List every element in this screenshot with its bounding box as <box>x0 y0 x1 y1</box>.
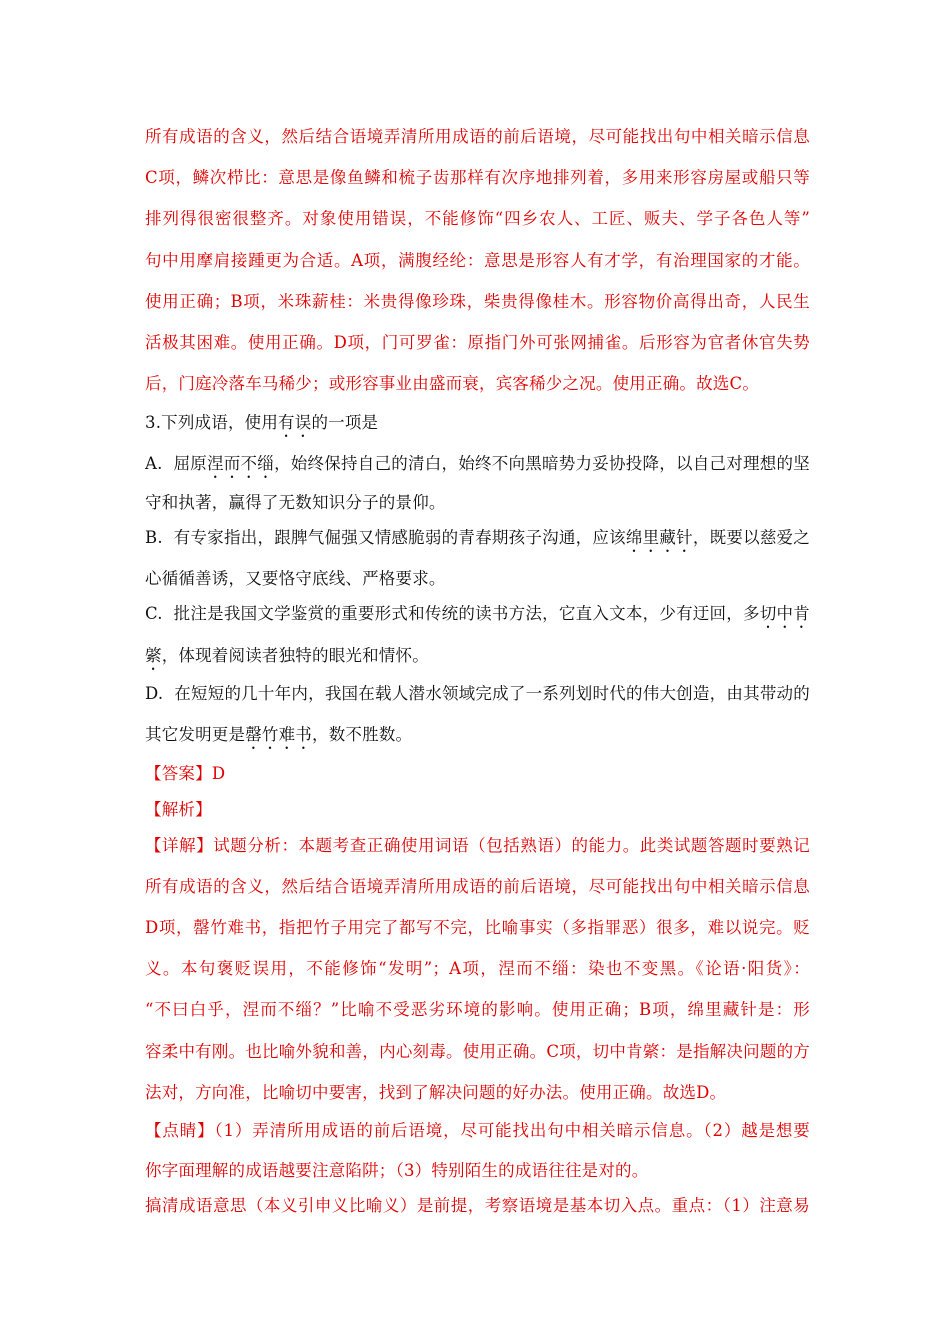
idiom-emphasis: 切中肯 <box>759 604 810 623</box>
idiom-emphasis: 绵里藏针 <box>625 528 693 547</box>
tip-line: 你字面理解的成语越要注意陷阱；（3）特别陌生的成语往往是对的。 <box>145 1161 649 1180</box>
tip-line: 搞清成语意思（本义引申义比喻义）是前提，考察语境是基本切入点。重点：（1）注意易 <box>145 1196 810 1215</box>
idiom-emphasis: 涅而不缁 <box>207 454 275 473</box>
answer-value: D <box>211 764 226 783</box>
analysis-line: 使用正确；B项，米珠薪桂：米贵得像珍珠，柴贵得像桂木。形容物价高得出奇，人民生 <box>145 292 810 311</box>
detail-line: 所有成语的含义，然后结合语境弄清所用成语的前后语境，尽可能找出句中相关暗示信息 <box>145 877 810 896</box>
analysis-line: 活极其困难。使用正确。D项，门可罗雀：原指门外可张网捕雀。后形容为官者休官失势 <box>145 333 810 352</box>
option-c-line2: 綮，体现着阅读者独特的眼光和情怀。 <box>145 646 429 665</box>
option-b: B. 有专家指出，跟脾气倔强又情感脆弱的青春期孩子沟通，应该绵里藏针，既要以慈爱之 <box>145 528 810 547</box>
detail-line: D项，罄竹难书，指把竹子用完了都写不完，比喻事实（多指罪恶）很多，难以说完。贬 <box>145 918 810 937</box>
analysis-line: 后，门庭冷落车马稀少；或形容事业由盛而衰，宾客稀少之况。使用正确。故选C。 <box>145 374 760 393</box>
detail-line: 【详解】试题分析：本题考查正确使用词语（包括熟语）的能力。此类试题答题时要熟记 <box>145 836 810 855</box>
analysis-line: 排列得很密很整齐。对象使用错误，不能修饰“四乡农人、工匠、贩夫、学子各色人等” <box>145 209 810 228</box>
idiom-emphasis: 罄竹难书 <box>245 725 313 744</box>
option-label: A. <box>145 454 163 473</box>
analysis-line: 句中用摩肩接踵更为合适。A项，满腹经纶：意思是形容人有才学，有治理国家的才能。 <box>145 251 810 270</box>
option-a-line2: 守和执著，赢得了无数知识分子的景仰。 <box>145 493 446 512</box>
option-label: D. <box>145 684 164 703</box>
detail-line: 容柔中有刚。也比喻外貌和善，内心刻毒。使用正确。C项，切中肯綮：是指解决问题的方 <box>145 1042 810 1061</box>
analysis-heading: 【解析】 <box>145 800 212 819</box>
option-d: D. 在短短的几十年内，我国在载人潜水领域完成了一系列划时代的伟大创造，由其带动的 <box>145 684 810 703</box>
detail-line: 法对，方向准，比喻切中要害，找到了解决问题的好办法。使用正确。故选D。 <box>145 1083 727 1102</box>
detail-line: 义。本句褒贬误用，不能修饰“发明”；A项，涅而不缁：染也不变黑。《论语·阳货》： <box>145 959 810 978</box>
answer-line <box>145 763 810 785</box>
option-label: C. <box>145 604 163 623</box>
option-b-line2: 心循循善诱，又要恪守底线、严格要求。 <box>145 569 446 588</box>
detail-line: “不曰白乎，涅而不缁？”比喻不受恶劣环境的影响。使用正确；B项，绵里藏针是：形 <box>145 1000 810 1019</box>
question-stem: 3.下列成语，使用有误的一项是 <box>145 413 379 432</box>
option-c: C. 批注是我国文学鉴赏的重要形式和传统的读书方法，它直入文本，少有迂回，多切中肯 <box>145 604 810 623</box>
tip-label: 【点睛】 <box>145 1121 215 1140</box>
emphasis-text: 有误 <box>278 413 312 432</box>
analysis-line: C项，鳞次栉比：意思是像鱼鳞和梳子齿那样有次序地排列着，多用来形容房屋或船只等 <box>145 168 810 187</box>
analysis-line: 所有成语的含义，然后结合语境弄清所用成语的前后语境，尽可能找出句中相关暗示信息 <box>145 127 810 146</box>
tip-line: 【点睛】（1）弄清所用成语的前后语境，尽可能找出句中相关暗示信息。（2）越是想要 <box>145 1121 810 1140</box>
option-a: A. 屈原涅而不缁，始终保持自己的清白，始终不向黑暗势力妥协投降，以自己对理想的坚 <box>145 454 810 473</box>
answer-label: 【答案】 <box>145 764 212 783</box>
detail-label: 【详解】 <box>145 836 214 855</box>
option-label: B. <box>145 528 163 547</box>
option-d-line2: 其它发明更是罄竹难书，数不胜数。 <box>145 725 413 744</box>
idiom-emphasis: 綮 <box>145 646 162 665</box>
